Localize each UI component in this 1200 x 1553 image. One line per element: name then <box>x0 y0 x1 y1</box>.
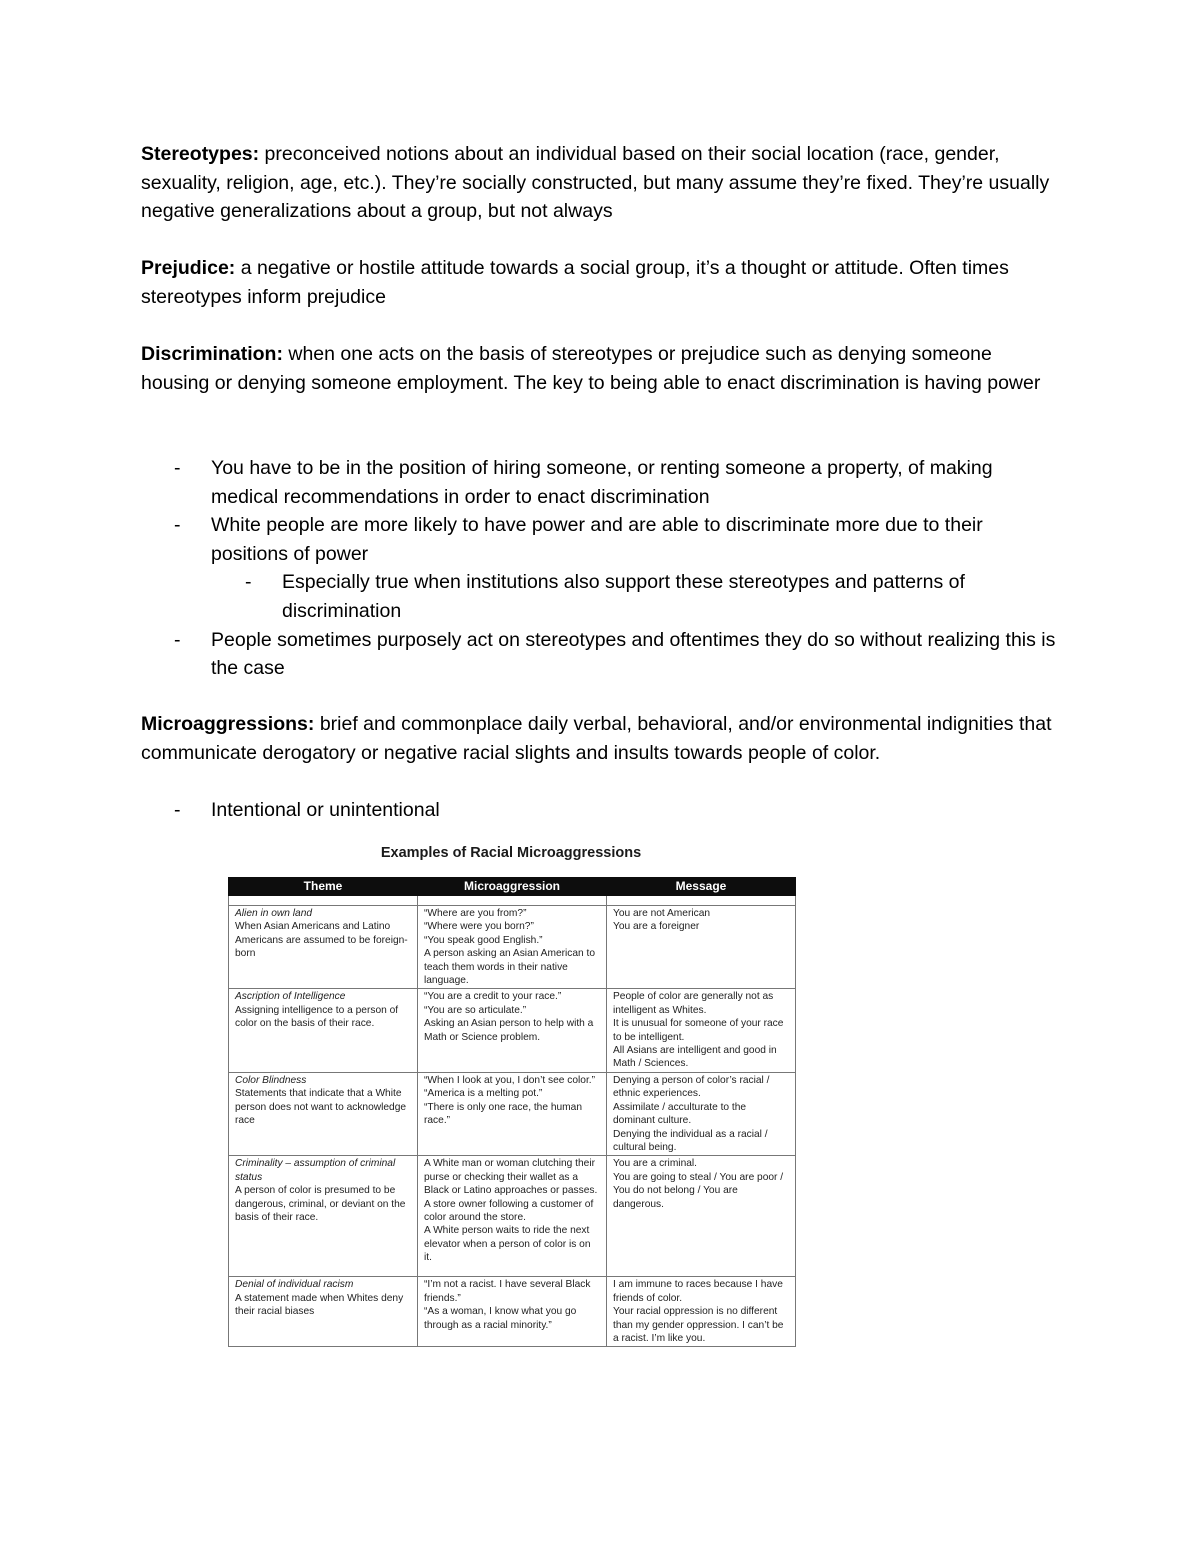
microaggression-line: Asking an Asian person to help with a Math or Science problem. <box>424 1018 594 1043</box>
bullet-text: Intentional or unintentional <box>211 799 440 821</box>
bullet-text: White people are more likely to have power and are able to discriminate more due to their positions of power <box>211 514 983 565</box>
theme-description: A person of color is presumed to be dangerous, criminal, or deviant on the basis of their race. <box>235 1185 406 1223</box>
header-microaggression: Microaggression <box>418 878 607 896</box>
list-item <box>141 796 1056 825</box>
stereotypes-paragraph <box>141 140 1056 226</box>
message-cell <box>607 1277 796 1347</box>
microaggression-line: “You are a credit to your race.” <box>424 991 562 1003</box>
dash-bullet: - <box>174 799 181 821</box>
dash-bullet: - <box>245 571 252 594</box>
message-cell <box>607 906 796 989</box>
header-theme: Theme <box>229 878 418 896</box>
table-row <box>229 1072 796 1155</box>
theme-cell <box>229 989 418 1072</box>
theme-name: Color Blindness <box>235 1074 307 1086</box>
message-line: Denying the individual as a racial / cultural being. <box>613 1128 768 1153</box>
microaggression-line: “As a woman, I know what you go through as a racial minority.” <box>424 1306 577 1331</box>
microaggressions-bullet-list <box>141 796 1056 825</box>
list-item <box>141 568 1056 625</box>
message-line: Assimilate / acculturate to the dominant culture. <box>613 1101 747 1127</box>
theme-name: Alien in own land <box>235 908 313 919</box>
theme-name: Denial of individual racism <box>235 1279 354 1291</box>
theme-cell <box>229 1156 418 1277</box>
microaggression-cell <box>418 1156 607 1277</box>
microaggressions-table <box>228 877 796 1347</box>
list-item <box>141 454 1056 511</box>
microaggressions-definition: brief and commonplace daily verbal, behavioral, and/or environmental indignities that communicate derogatory or negative racial slights and insults towards people of color. <box>141 713 1052 764</box>
bullet-text: You have to be in the position of hiring someone, or renting someone a property, of making medical recommendations in order to enact discrimination <box>211 457 993 508</box>
message-line: You are a foreigner <box>613 921 700 933</box>
stereotypes-term: Stereotypes: <box>141 143 260 165</box>
discrimination-term: Discrimination: <box>141 343 283 365</box>
dash-bullet: - <box>174 628 181 651</box>
stereotypes-definition: preconceived notions about an individual based on their social location (race, gender, sexuality, religion, age, etc.). They’re socially constructed, but many assume they’re fixed. They’re usually negative generalizations about a group, but not always <box>141 143 1050 223</box>
microaggression-line: “America is a melting pot.” <box>424 1088 543 1100</box>
dash-bullet: - <box>174 514 181 537</box>
microaggression-cell <box>418 906 607 989</box>
message-line: It is unusual for someone of your race to be intelligent. <box>613 1018 784 1043</box>
theme-description: When Asian Americans and Latino Americans are assumed to be foreign-born <box>235 921 408 960</box>
microaggression-line: “When I look at you, I don’t see color.” <box>424 1074 596 1086</box>
microaggressions-paragraph <box>141 710 1056 767</box>
message-line: All Asians are intelligent and good in Math / Sciences. <box>613 1045 777 1070</box>
microaggression-line: “Where are you from?” <box>424 908 527 919</box>
discrimination-paragraph <box>141 340 1056 397</box>
message-line: Denying a person of color’s racial / ethnic experiences. <box>613 1074 770 1100</box>
theme-cell <box>229 1072 418 1155</box>
list-item <box>141 626 1056 683</box>
table-row <box>229 906 796 989</box>
table-row <box>229 1156 796 1277</box>
discrimination-bullet-list <box>141 454 1056 683</box>
prejudice-definition: a negative or hostile attitude towards a social group, it’s a thought or attitude. Often times stereotypes inform prejudice <box>141 257 1009 308</box>
microaggression-cell <box>418 989 607 1072</box>
header-message: Message <box>607 878 796 896</box>
message-line: You are not American <box>613 908 711 919</box>
microaggression-line: A White person waits to ride the next elevator when a person of color is on it. <box>424 1225 591 1264</box>
theme-description: Statements that indicate that a White person does not want to acknowledge race <box>235 1088 407 1127</box>
theme-cell <box>229 906 418 989</box>
message-cell <box>607 989 796 1072</box>
message-line: Your racial oppression is no different than my gender oppression. I can’t be a racist. I’m like you. <box>613 1306 784 1344</box>
table-header-row <box>229 878 796 896</box>
theme-cell <box>229 1277 418 1347</box>
microaggression-cell <box>418 1277 607 1347</box>
microaggression-line: A person asking an Asian American to teach them words in their native language. <box>424 948 596 987</box>
theme-description: Assigning intelligence to a person of color on the basis of their race. <box>235 1004 399 1030</box>
figure-title: Examples of Racial Microaggressions <box>380 845 642 861</box>
table-spacer-row <box>229 896 796 906</box>
message-line: People of color are generally not as intelligent as Whites. <box>613 991 774 1016</box>
microaggression-line: A White man or woman clutching their purse or checking their wallet as a Black or Latino approaches or passes. <box>424 1158 598 1197</box>
table-row <box>229 989 796 1072</box>
message-line: I am immune to races because I have friends of color. <box>613 1279 783 1304</box>
discrimination-definition: when one acts on the basis of stereotypes or prejudice such as denying someone housing or denying someone employment. The key to being able to enact discrimination is having power <box>141 343 1041 394</box>
theme-name: Ascription of Intelligence <box>235 991 346 1003</box>
microaggression-line: “Where were you born?” <box>424 921 534 933</box>
microaggression-line: “I’m not a racist. I have several Black friends.” <box>424 1279 591 1304</box>
list-item <box>141 511 1056 568</box>
prejudice-term: Prejudice: <box>141 257 236 279</box>
message-line: You are a criminal. <box>613 1158 697 1170</box>
bullet-text: Especially true when institutions also support these stereotypes and patterns of discrimination <box>282 571 965 622</box>
prejudice-paragraph <box>141 254 1056 311</box>
message-cell <box>607 1072 796 1155</box>
bullet-text: People sometimes purposely act on stereotypes and oftentimes they do so without realizing this is the case <box>211 628 1056 680</box>
message-cell <box>607 1156 796 1277</box>
microaggressions-term: Microaggressions: <box>141 713 315 735</box>
microaggression-line: “You are so articulate.” <box>424 1004 527 1016</box>
microaggression-line: A store owner following a customer of color around the store. <box>424 1198 594 1223</box>
theme-description: A statement made when Whites deny their racial biases <box>235 1292 404 1318</box>
microaggression-line: “You speak good English.” <box>424 934 543 946</box>
microaggression-line: “There is only one race, the human race.” <box>424 1101 582 1127</box>
message-line: You are going to steal / You are poor / You do not belong / You are dangerous. <box>613 1171 784 1210</box>
microaggression-cell <box>418 1072 607 1155</box>
dash-bullet: - <box>174 457 181 479</box>
theme-name: Criminality – assumption of criminal status <box>235 1158 396 1183</box>
table-row <box>229 1277 796 1347</box>
